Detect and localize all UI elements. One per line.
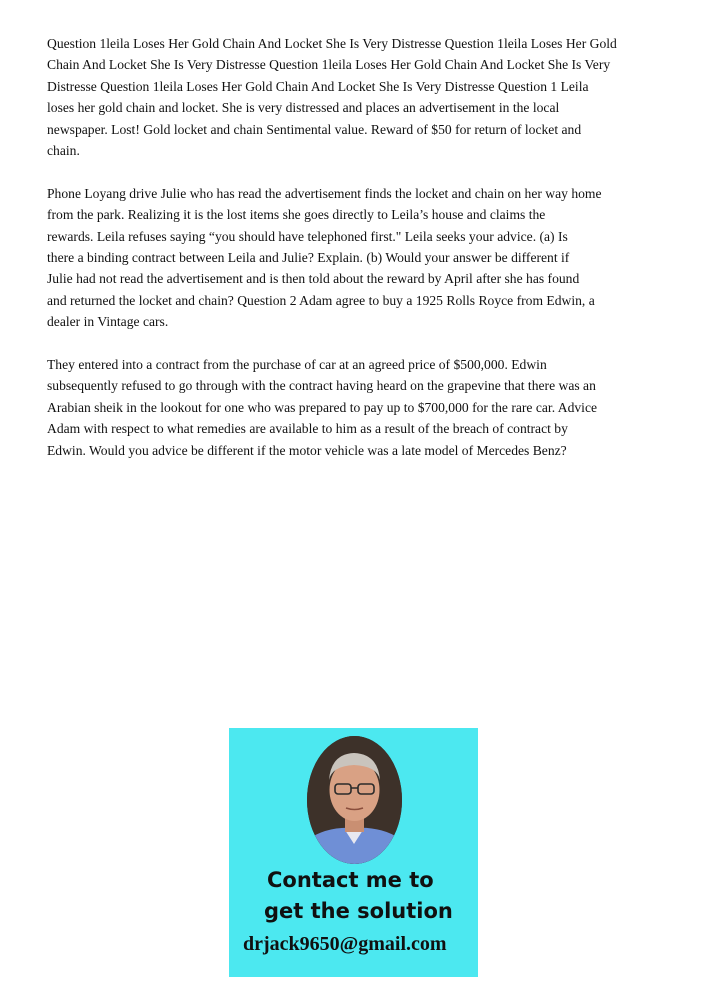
document-body <box>47 33 659 461</box>
paragraph-3-line: Adam with respect to what remedies are available to him as a result of the breach of contract by <box>47 421 568 437</box>
promo-headline-line2: get the solution <box>264 899 453 923</box>
paragraph-3-line: Edwin. Would you advice be different if the motor vehicle was a late model of Mercedes Benz? <box>47 442 567 458</box>
paragraph-1-line: Question 1leila Loses Her Gold Chain And Locket She Is Very Distresse Question 1leila Loses Her Gold <box>47 36 617 51</box>
promo-headline-line1: Contact me to <box>267 868 434 892</box>
paragraph-2-line: there a binding contract between Leila and Julie? Explain. (b) Would your answer be different if <box>47 250 570 266</box>
paragraph-1-line: Chain And Locket She Is Very Distresse Question 1leila Loses Her Gold Chain And Locket She Is Very <box>47 57 611 73</box>
paragraph-spacer <box>47 333 659 354</box>
paragraph-2-line: from the park. Realizing it is the lost items she goes directly to Leila’s house and claims the <box>47 207 546 223</box>
contact-promo-banner[interactable] <box>229 728 478 977</box>
paragraph-2-line: Julie had not read the advertisement and is then told about the reward by April after she has found <box>47 271 580 287</box>
paragraph-spacer <box>47 161 659 182</box>
paragraph-2-line: dealer in Vintage cars. <box>47 314 169 330</box>
paragraph-2-line: and returned the locket and chain? Question 2 Adam agree to buy a 1925 Rolls Royce from Edwin, a <box>47 292 595 308</box>
paragraph-2-line: Phone Loyang drive Julie who has read the advertisement finds the locket and chain on her way home <box>47 185 602 201</box>
paragraph-3-line: subsequently refused to go through with the contract having heard on the grapevine that there was an <box>47 378 596 394</box>
portrait-illustration <box>307 736 402 864</box>
person-portrait-icon <box>307 736 402 864</box>
paragraph-2-line: rewards. Leila refuses saying “you should have telephoned first." Leila seeks your advice. (a) Is <box>47 228 568 244</box>
paragraph-3-line: They entered into a contract from the purchase of car at an agreed price of $500,000. Edwin <box>47 357 547 373</box>
paragraph-3-line: Arabian sheik in the lookout for one who was prepared to pay up to $700,000 for the rare car. Advice <box>47 399 598 415</box>
contact-email[interactable]: drjack9650@gmail.com <box>243 933 447 955</box>
paragraph-1-line: Distresse Question 1leila Loses Her Gold Chain And Locket She Is Very Distresse Question 1 Leila <box>47 78 589 94</box>
paragraph-1-line: loses her gold chain and locket. She is very distressed and places an advertisement in the local <box>47 100 560 116</box>
paragraph-1-line: newspaper. Lost! Gold locket and chain Sentimental value. Reward of $50 for return of locket and <box>47 121 582 137</box>
paragraph-1-line: chain. <box>47 143 80 159</box>
